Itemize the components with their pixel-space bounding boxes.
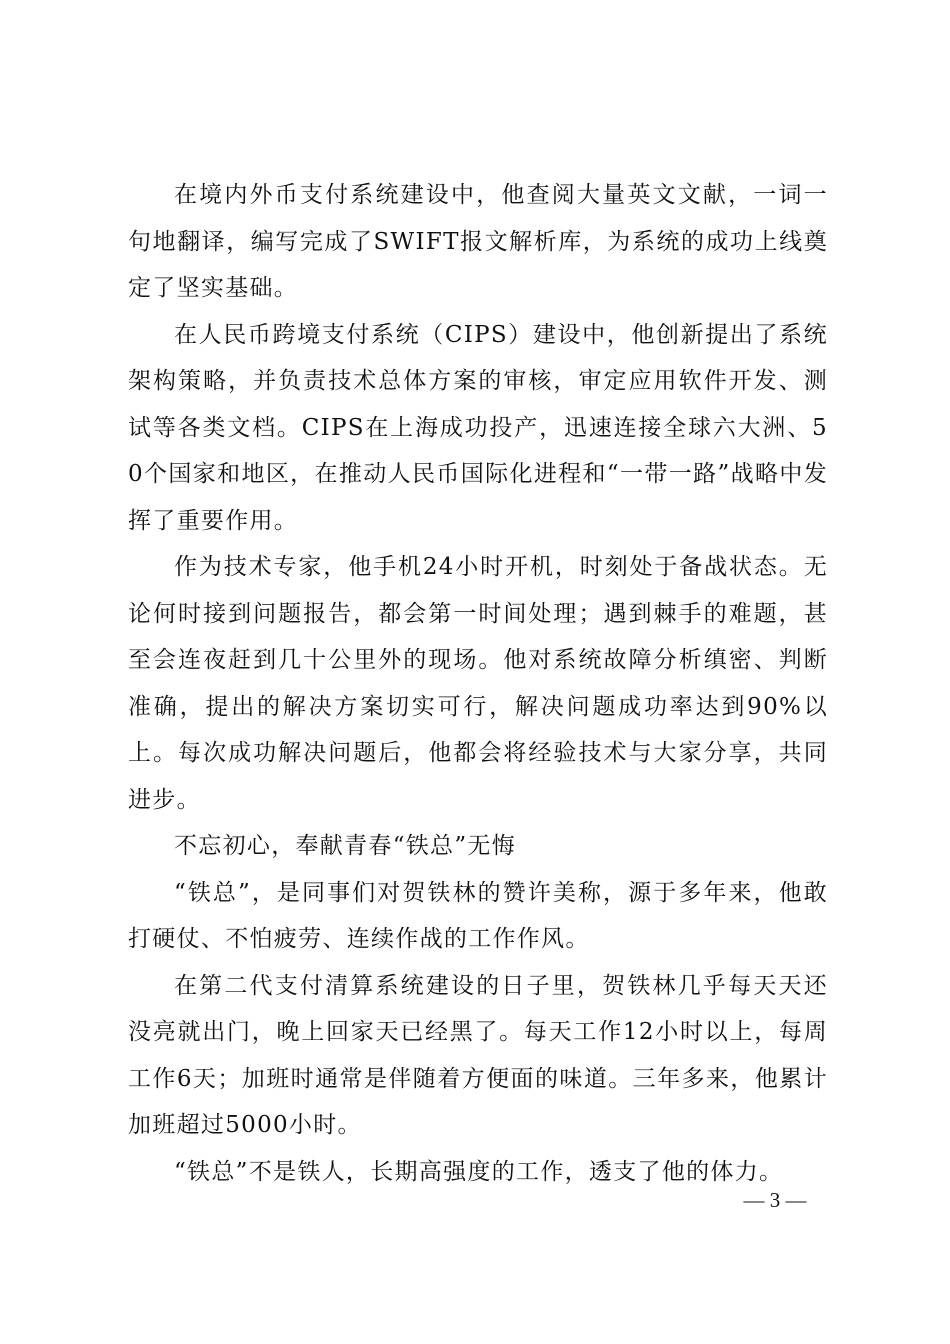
paragraph-second-generation-system: 在第二代支付清算系统建设的日子里，贺铁林几乎每天天还没亮就出门，晚上回家天已经黑了。每天工作12小时以上，每周工作6天；加班时通常是伴随着方便面的味道。三年多来，他累计加班超过5000小时。 [128,972,828,1138]
page-number: — 3 — [743,1188,807,1212]
document-body [128,172,828,1195]
paragraph-not-iron-man: “铁总”不是铁人，长期高强度的工作，透支了他的体力。 [174,1158,784,1185]
section-heading: 不忘初心，奉献青春“铁总”无悔 [174,833,517,859]
paragraph-cips-construction: 在人民币跨境支付系统（CIPS）建设中，他创新提出了系统架构策略，并负责技术总体方案的审核，审定应用软件开发、测试等各类文档。CIPS在上海成功投产，迅速连接全球六大洲、50个国家和地区，在推动人民币国际化进程和“一带一路”战略中发挥了重要作用。 [128,321,828,534]
paragraph-foreign-currency-system: 在境内外币支付系统建设中，他查阅大量英文文献，一词一句地翻译，编写完成了SWIFT报文解析库，为系统的成功上线奠定了坚实基础。 [128,182,828,301]
paragraph-nickname-origin: “铁总”，是同事们对贺铁林的赞许美称，源于多年来，他敢打硬仗、不怕疲劳、连续作战的工作作风。 [128,879,828,952]
paragraph-technical-expert: 作为技术专家，他手机24小时开机，时刻处于备战状态。无论何时接到问题报告，都会第一时间处理；遇到棘手的难题，甚至会连夜赶到几十公里外的现场。他对系统故障分析缜密、判断准确，提出的解决方案切实可行，解决问题成功率达到90%以上。每次成功解决问题后，他都会将经验技术与大家分享，共同进步。 [128,554,828,813]
